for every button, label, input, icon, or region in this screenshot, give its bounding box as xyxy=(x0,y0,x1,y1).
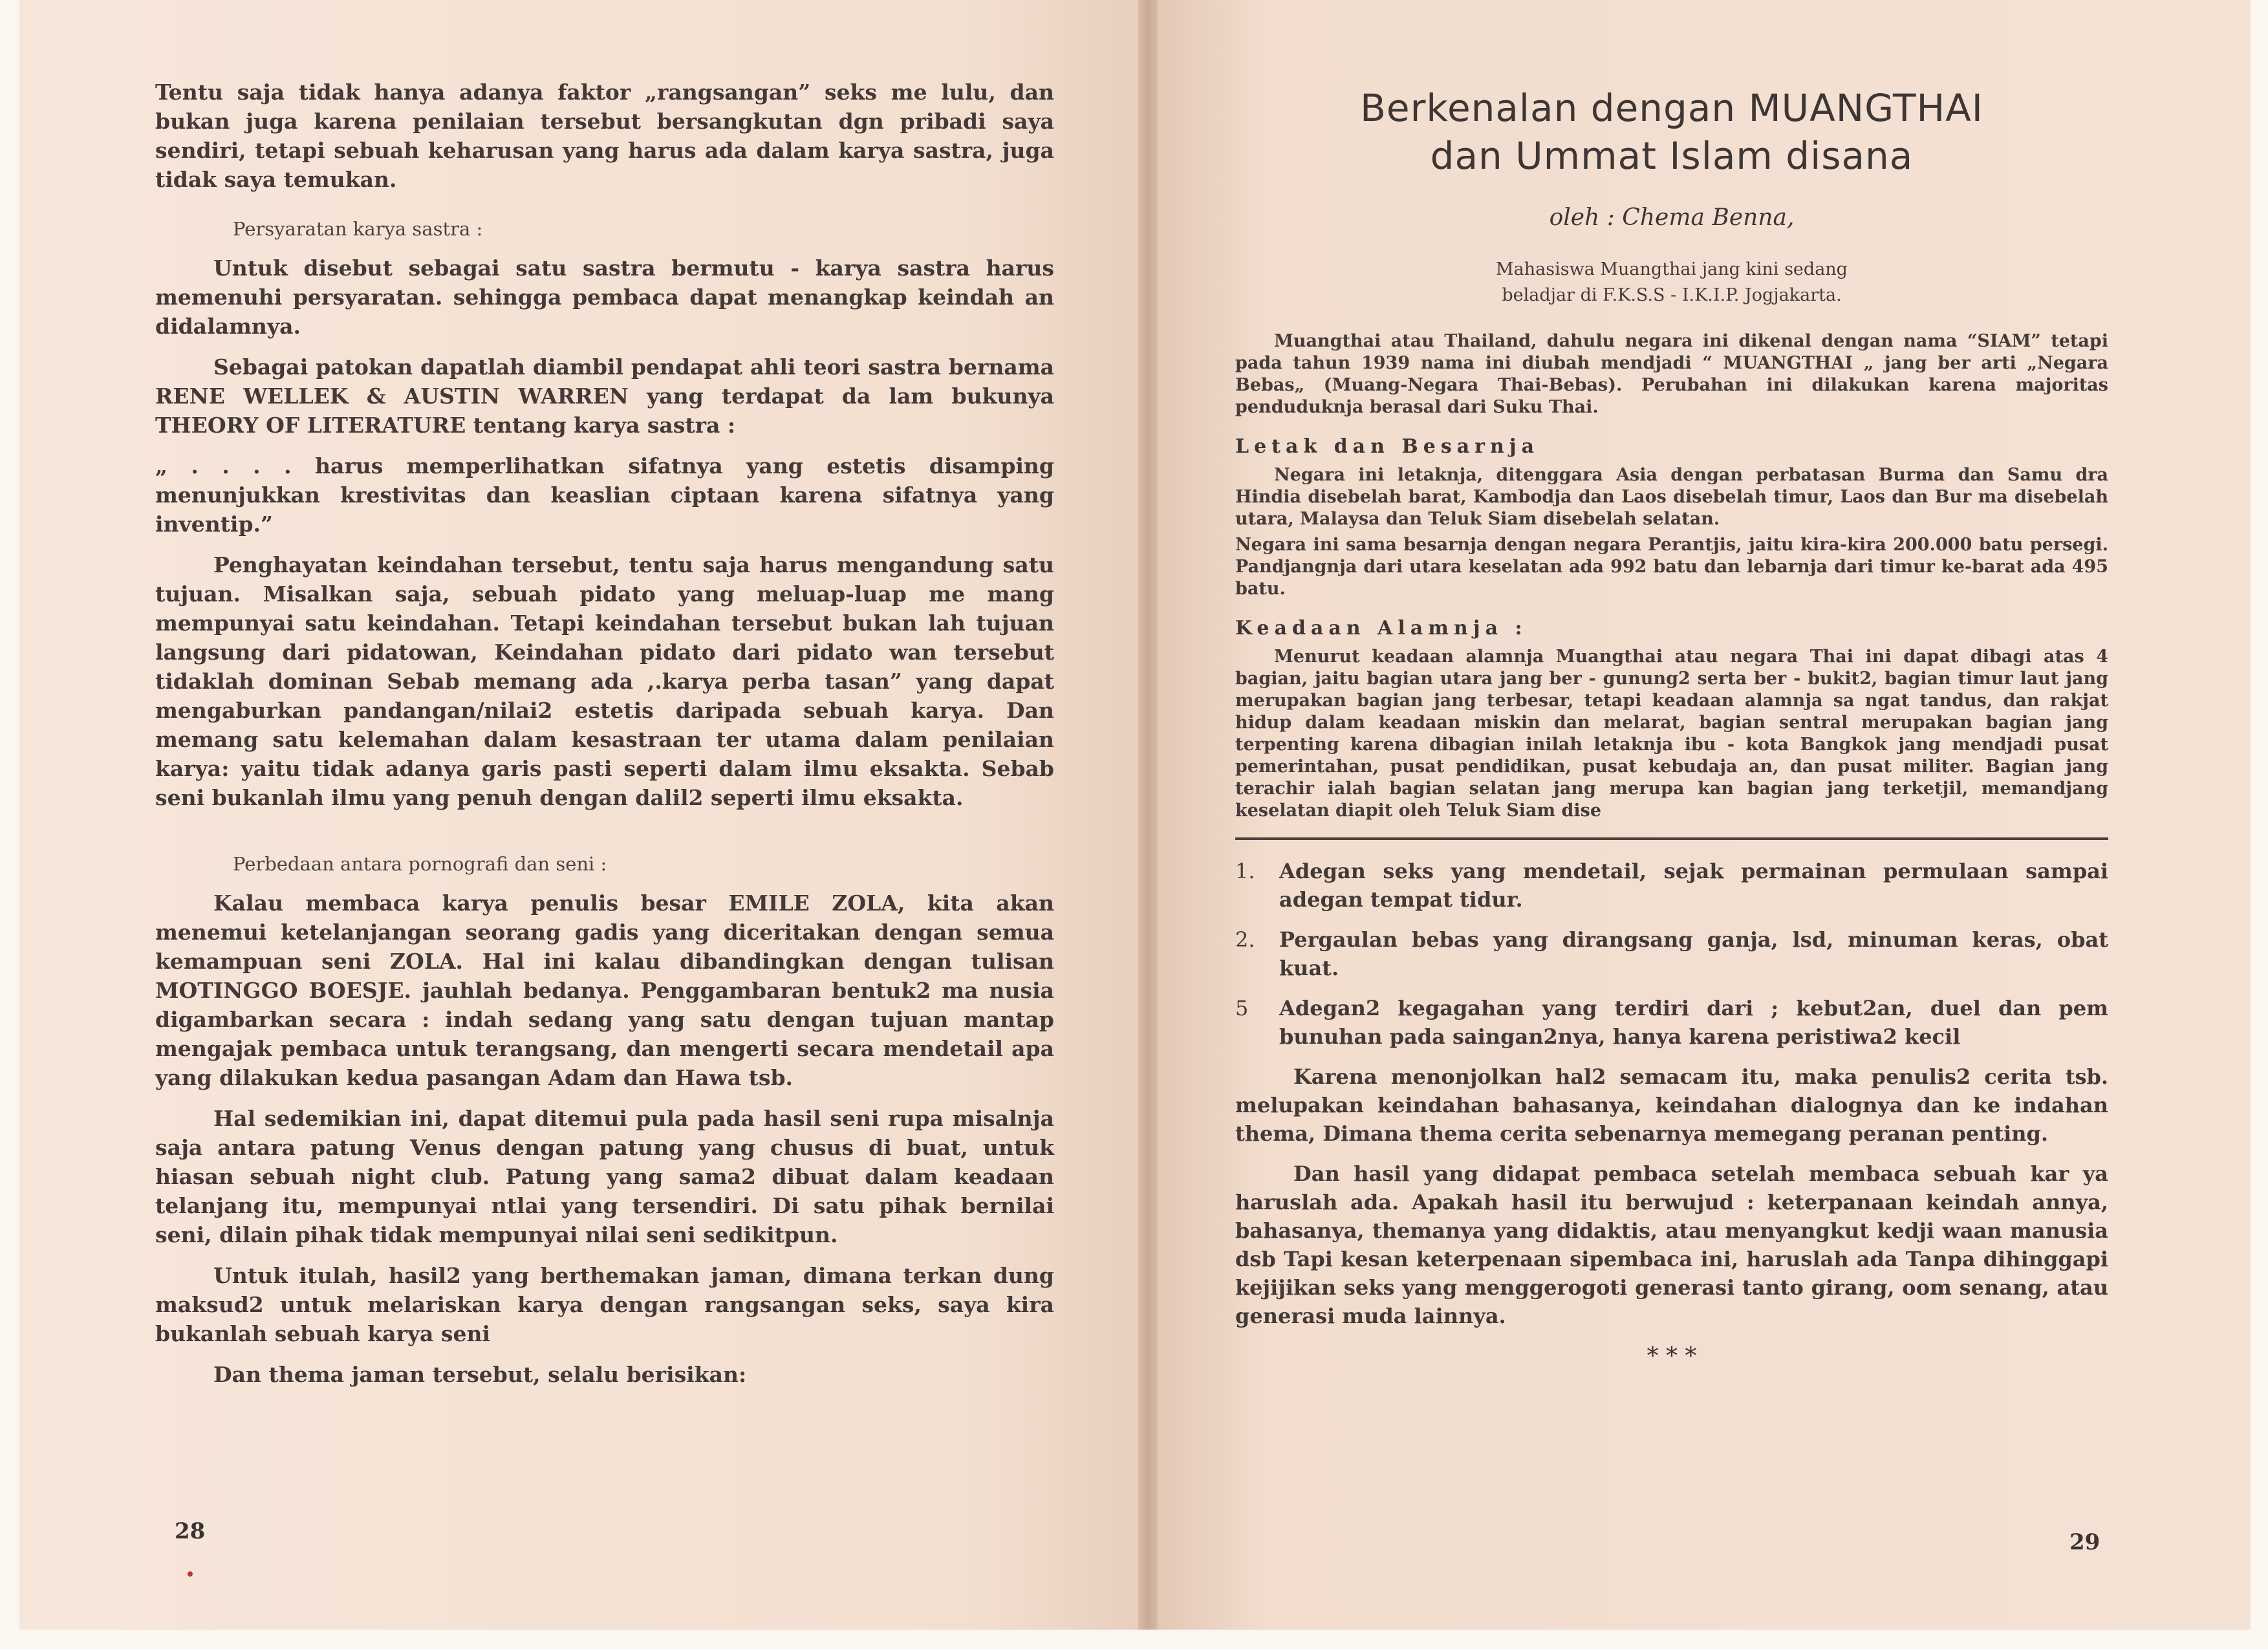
paragraph: Negara ini sama besarnja dengan negara Perantjis, jaitu kira-kira 200.000 batu persegi. Pandjangnja dari utara keselatan ada 992 batu dan lebarnja dari timur ke-barat ada 495 batu. xyxy=(1235,535,2108,599)
paragraph: Hal sedemikian ini, dapat ditemui pula pada hasil seni rupa misalnja saja antara patung Venus dengan patung yang chusus di buat, untuk hiasan sebuah night club. Patung yang sama2 dibuat dalam keadaan telanjang itu, mempunyai ntlai yang tersendiri. Di satu pihak bernilai seni, dilain pihak tidak mempunyai nilai seni sedikitpun. xyxy=(155,1106,1054,1247)
section-heading: Letak dan Besarnja xyxy=(1235,435,1540,458)
article-title-line-2: dan Ummat Islam disana xyxy=(1430,134,1914,178)
article-byline: oleh : Chema Benna, xyxy=(1549,204,1795,231)
section-subhead: Perbedaan antara pornografi dan seni : xyxy=(233,853,607,875)
page-number-left: 28 xyxy=(175,1518,206,1544)
paragraph: Untuk disebut sebagai satu sastra bermutu - karya sastra harus memenuhi persyaratan. sehingga pembaca dapat menangkap keindah an didalamnya. xyxy=(155,255,1054,339)
content-list xyxy=(1235,857,2108,1051)
list-item xyxy=(1235,925,2108,982)
list-text: Adegan2 kegagahan yang terdiri dari ; kebut2an, duel dan pem bunuhan pada saingan2nya, hanya karena peristiwa2 kecil xyxy=(1279,996,2108,1049)
ink-mark xyxy=(188,1571,193,1577)
list-number: 2. xyxy=(1235,927,1255,952)
article-title-line-1: Berkenalan dengan MUANGTHAI xyxy=(1360,86,1983,130)
paragraph: Penghayatan keindahan tersebut, tentu saja harus mengandung satu tujuan. Misalkan saja, sebuah pidato yang meluap-luap me mang mempunyai satu keindahan. Tetapi keindahan tersebut bukan lah tujuan langsung dari pidatowan, Keindahan pidato dari pidato wan tersebut tidaklah dominan Sebab memang ada ,.karya perba tasan” yang dapat mengaburkan pandangan/nilai2 estetis daripada sebuah karya. Dan memang satu kelemahan dalam kesastraan ter utama dalam penilaian karya: yaitu tidak adanya garis pasti seperti dalam ilmu eksakta. Sebab seni bukanlah ilmu yang penuh dengan dalil2 seperti ilmu eksakta. xyxy=(155,552,1054,810)
paragraph: Dan hasil yang didapat pembaca setelah membaca sebuah kar ya haruslah ada. Apakah hasil itu berwujud : keterpanaan keindah annya, bahasanya, themanya yang didaktis, atau menyangkut kedji waan manusia dsb Tapi kesan keterpenaan sipembaca ini, haruslah ada Tanpa dihinggapi kejijikan seks yang menggerogoti generasi tanto girang, oom senang, atau generasi muda lainnya. xyxy=(1235,1161,2108,1328)
list-item xyxy=(1235,857,2108,914)
section-subhead: Persyaratan karya sastra : xyxy=(233,218,483,240)
affiliation-line: Mahasiswa Muangthai jang kini sedang xyxy=(1496,259,1848,279)
affiliation-line: beladjar di F.K.S.S - I.K.I.P. Jogjakarta. xyxy=(1502,285,1842,305)
paragraph: Tentu saja tidak hanya adanya faktor „rangsangan” seks me lulu, dan bukan juga karena penilaian tersebut bersangkutan dgn pribadi saya sendiri, tetapi sebuah keharusan yang harus ada dalam karya sastra, juga tidak saya temukan. xyxy=(155,80,1054,192)
horizontal-rule xyxy=(1235,837,2108,840)
left-page-text xyxy=(155,78,1054,1389)
page-number-right: 29 xyxy=(2069,1529,2101,1555)
right-page-text xyxy=(1235,84,2108,1370)
section-heading: Keadaan Alamnja : xyxy=(1235,617,1528,640)
author-affiliation xyxy=(1235,257,2108,308)
list-item xyxy=(1235,994,2108,1051)
paragraph: Dan thema jaman tersebut, selalu berisikan: xyxy=(213,1362,747,1387)
quotation: „ . . . . harus memperlihatkan sifatnya yang estetis disamping menunjukkan krestivitas dan keaslian ciptaan karena sifatnya yang inventip.” xyxy=(155,453,1054,537)
list-text: Adegan seks yang mendetail, sejak permainan permulaan sampai adegan tempat tidur. xyxy=(1279,859,2108,912)
book-gutter xyxy=(1138,0,1158,1630)
list-number: 1. xyxy=(1235,859,1255,883)
list-number: 5 xyxy=(1235,996,1249,1020)
list-text: Pergaulan bebas yang dirangsang ganja, lsd, minuman keras, obat kuat. xyxy=(1279,927,2108,980)
end-mark: * * * xyxy=(1647,1343,1697,1370)
paragraph: Sebagai patokan dapatlah diambil pendapat ahli teori sastra bernama RENE WELLEK & AUSTIN WARREN yang terdapat da lam bukunya THEORY OF LITERATURE tentang karya sastra : xyxy=(155,354,1054,438)
paragraph: Menurut keadaan alamnja Muangthai atau negara Thai ini dapat dibagi atas 4 bagian, jaitu bagian utara jang ber - gunung2 serta ber - bukit2, bagian timur laut jang merupakan bagian jang terbesar, tetapi keadaan alamnja sa ngat tandus, dan rakjat hidup dalam keadaan miskin dan melarat, bagian sentral merupakan bagian jang terpenting karena dibagian inilah letaknja ibu - kota Bangkok jang mendjadi pusat pemerintahan, pusat pendidikan, pusat kebudaja an, dan pusat militer. Bagian jang terachir ialah bagian selatan jang merupa kan bagian jang terketjil, memandjang keselatan diapit oleh Teluk Siam dise xyxy=(1235,647,2108,821)
intro-paragraph: Muangthai atau Thailand, dahulu negara ini dikenal dengan nama “SIAM” tetapi pada tahun 1939 nama ini diubah mendjadi “ MUANGTHAI „ jang ber arti „Negara Bebas„ (Muang-Negara Thai-Bebas). Perubahan ini dilakukan karena majoritas penduduknja berasal dari Suku Thai. xyxy=(1235,331,2108,417)
paragraph: Untuk itulah, hasil2 yang berthemakan jaman, dimana terkan dung maksud2 untuk melariskan karya dengan rangsangan seks, saya kira bukanlah sebuah karya seni xyxy=(155,1263,1054,1346)
paragraph: Kalau membaca karya penulis besar EMILE ZOLA, kita akan menemui ketelanjangan seorang gadis yang diceritakan dengan semua kemampuan seni ZOLA. Hal ini kalau dibandingkan dengan tulisan MOTINGGO BOESJE. jauhlah bedanya. Penggambaran bentuk2 ma nusia digambarkan secara : indah sedang yang satu dengan tujuan mantap mengajak pembaca untuk terangsang, dan mengerti secara mendetail apa yang dilakukan kedua pasangan Adam dan Hawa tsb. xyxy=(155,890,1054,1090)
paragraph: Negara ini letaknja, ditenggara Asia dengan perbatasan Burma dan Samu dra Hindia disebelah barat, Kambodja dan Laos disebelah timur, Laos dan Bur ma disebelah utara, Malaysa dan Teluk Siam disebelah selatan. xyxy=(1235,465,2108,529)
paragraph: Karena menonjolkan hal2 semacam itu, maka penulis2 cerita tsb. melupakan keindahan bahasanya, keindahan dialognya dan ke indahan thema, Dimana thema cerita sebenarnya memegang peranan penting. xyxy=(1235,1064,2108,1146)
